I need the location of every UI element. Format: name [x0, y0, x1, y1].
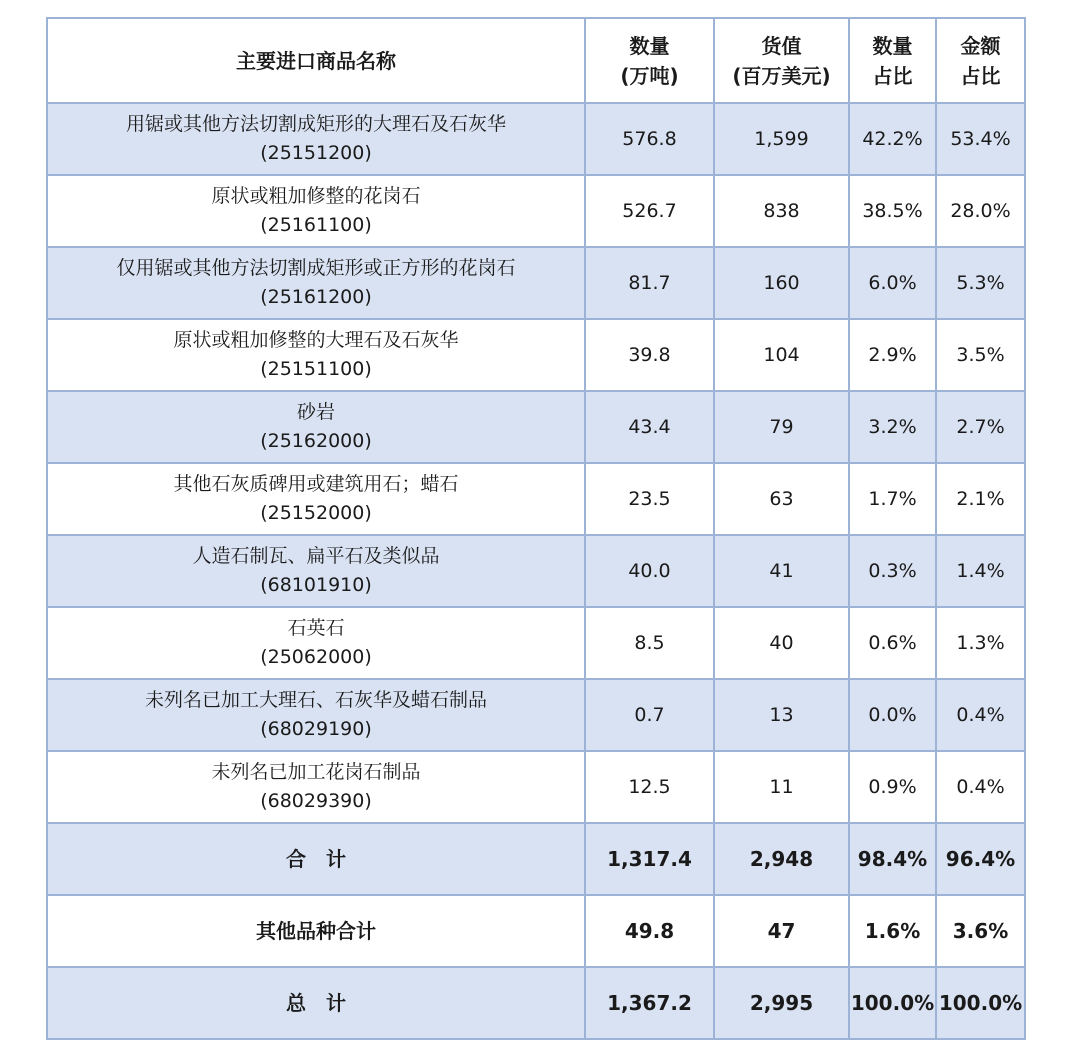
- table-row: [47, 319, 1025, 391]
- header-commodity-name: 主要进口商品名称: [47, 18, 585, 103]
- commodity-code: (68029190): [260, 718, 372, 740]
- value-share-cell: 28.0%: [936, 175, 1025, 247]
- value-share-cell: 5.3%: [936, 247, 1025, 319]
- commodity-name: 砂岩: [296, 401, 335, 423]
- header-value-share: [936, 18, 1025, 103]
- quantity-share-cell: 6.0%: [849, 247, 936, 319]
- table-body: [47, 103, 1025, 1039]
- total-quantity-share-cell: 100.0%: [849, 967, 936, 1039]
- value-cell: 40: [714, 607, 849, 679]
- commodity-name: 仅用锯或其他方法切割成矩形或正方形的花岗石: [116, 257, 516, 279]
- quantity-share-cell: 0.9%: [849, 751, 936, 823]
- import-commodity-table: [46, 17, 1026, 1040]
- header-value-share-line2: 占比: [960, 63, 1001, 88]
- table-row: [47, 391, 1025, 463]
- header-value: [714, 18, 849, 103]
- total-value-cell: 2,995: [714, 967, 849, 1039]
- commodity-code: (25162000): [260, 430, 372, 452]
- header-value-share-line1: 金额: [960, 33, 1001, 58]
- total-quantity-cell: 1,367.2: [585, 967, 714, 1039]
- total-value-cell: 2,948: [714, 823, 849, 895]
- header-row: [47, 18, 1025, 103]
- value-share-cell: 53.4%: [936, 103, 1025, 175]
- value-share-cell: 2.7%: [936, 391, 1025, 463]
- value-cell: 160: [714, 247, 849, 319]
- commodity-name-cell: [47, 607, 585, 679]
- quantity-cell: 8.5: [585, 607, 714, 679]
- quantity-cell: 23.5: [585, 463, 714, 535]
- table-row: [47, 247, 1025, 319]
- commodity-name-cell: [47, 175, 585, 247]
- commodity-code: (25151100): [260, 358, 372, 380]
- header-quantity-share: [849, 18, 936, 103]
- table-row: [47, 175, 1025, 247]
- value-share-cell: 1.4%: [936, 535, 1025, 607]
- value-share-cell: 0.4%: [936, 679, 1025, 751]
- quantity-cell: 526.7: [585, 175, 714, 247]
- commodity-code: (25152000): [260, 502, 372, 524]
- quantity-cell: 43.4: [585, 391, 714, 463]
- total-value-cell: 47: [714, 895, 849, 967]
- commodity-name: 原状或粗加修整的大理石及石灰华: [173, 329, 459, 351]
- table-row: [47, 463, 1025, 535]
- value-cell: 1,599: [714, 103, 849, 175]
- total-quantity-cell: 49.8: [585, 895, 714, 967]
- commodity-name: 未列名已加工花岗石制品: [211, 761, 421, 783]
- quantity-share-cell: 0.0%: [849, 679, 936, 751]
- commodity-name-cell: [47, 535, 585, 607]
- quantity-share-cell: 3.2%: [849, 391, 936, 463]
- commodity-code: (68029390): [260, 790, 372, 812]
- total-row: [47, 895, 1025, 967]
- value-share-cell: 3.5%: [936, 319, 1025, 391]
- header-quantity-share-line1: 数量: [872, 33, 913, 58]
- table-row: [47, 103, 1025, 175]
- quantity-cell: 12.5: [585, 751, 714, 823]
- total-value-share-cell: 96.4%: [936, 823, 1025, 895]
- quantity-share-cell: 1.7%: [849, 463, 936, 535]
- quantity-share-cell: 38.5%: [849, 175, 936, 247]
- value-share-cell: 2.1%: [936, 463, 1025, 535]
- value-cell: 79: [714, 391, 849, 463]
- value-cell: 63: [714, 463, 849, 535]
- value-cell: 13: [714, 679, 849, 751]
- value-share-cell: 1.3%: [936, 607, 1025, 679]
- value-share-cell: 0.4%: [936, 751, 1025, 823]
- commodity-code: (25161200): [260, 286, 372, 308]
- commodity-code: (68101910): [260, 574, 372, 596]
- quantity-cell: 39.8: [585, 319, 714, 391]
- commodity-code: (25062000): [260, 646, 372, 668]
- header-quantity-label: 数量: [629, 33, 670, 58]
- value-cell: 11: [714, 751, 849, 823]
- table-row: [47, 607, 1025, 679]
- quantity-share-cell: 0.3%: [849, 535, 936, 607]
- commodity-name-cell: [47, 319, 585, 391]
- quantity-cell: 81.7: [585, 247, 714, 319]
- commodity-name: 用锯或其他方法切割成矩形的大理石及石灰华: [125, 113, 506, 135]
- value-cell: 838: [714, 175, 849, 247]
- header-quantity-unit: (万吨): [620, 63, 679, 88]
- commodity-name: 其他石灰质碑用或建筑用石；蜡石: [173, 473, 459, 495]
- quantity-cell: 576.8: [585, 103, 714, 175]
- commodity-name: 原状或粗加修整的花岗石: [211, 185, 421, 207]
- total-label-cell: 其他品种合计: [47, 895, 585, 967]
- value-cell: 41: [714, 535, 849, 607]
- quantity-cell: 0.7: [585, 679, 714, 751]
- total-value-share-cell: 100.0%: [936, 967, 1025, 1039]
- value-cell: 104: [714, 319, 849, 391]
- commodity-name-cell: [47, 463, 585, 535]
- table-row: [47, 679, 1025, 751]
- header-value-unit: (百万美元): [732, 63, 831, 88]
- commodity-code: (25151200): [260, 142, 372, 164]
- commodity-name-cell: [47, 391, 585, 463]
- quantity-cell: 40.0: [585, 535, 714, 607]
- header-value-label: 货值: [761, 33, 802, 58]
- total-value-share-cell: 3.6%: [936, 895, 1025, 967]
- quantity-share-cell: 2.9%: [849, 319, 936, 391]
- quantity-share-cell: 0.6%: [849, 607, 936, 679]
- total-quantity-share-cell: 1.6%: [849, 895, 936, 967]
- commodity-name-cell: [47, 247, 585, 319]
- commodity-name: 石英石: [287, 617, 345, 639]
- commodity-code: (25161100): [260, 214, 372, 236]
- total-row: [47, 967, 1025, 1039]
- total-label-cell: 总 计: [47, 967, 585, 1039]
- total-quantity-cell: 1,317.4: [585, 823, 714, 895]
- header-quantity-share-line2: 占比: [872, 63, 913, 88]
- commodity-name: 未列名已加工大理石、石灰华及蜡石制品: [144, 689, 487, 711]
- commodity-name-cell: [47, 751, 585, 823]
- quantity-share-cell: 42.2%: [849, 103, 936, 175]
- commodity-name-cell: [47, 103, 585, 175]
- header-quantity: [585, 18, 714, 103]
- total-row: [47, 823, 1025, 895]
- total-quantity-share-cell: 98.4%: [849, 823, 936, 895]
- table-row: [47, 751, 1025, 823]
- table-row: [47, 535, 1025, 607]
- commodity-name-cell: [47, 679, 585, 751]
- total-label-cell: 合 计: [47, 823, 585, 895]
- commodity-name: 人造石制瓦、扁平石及类似品: [192, 545, 440, 567]
